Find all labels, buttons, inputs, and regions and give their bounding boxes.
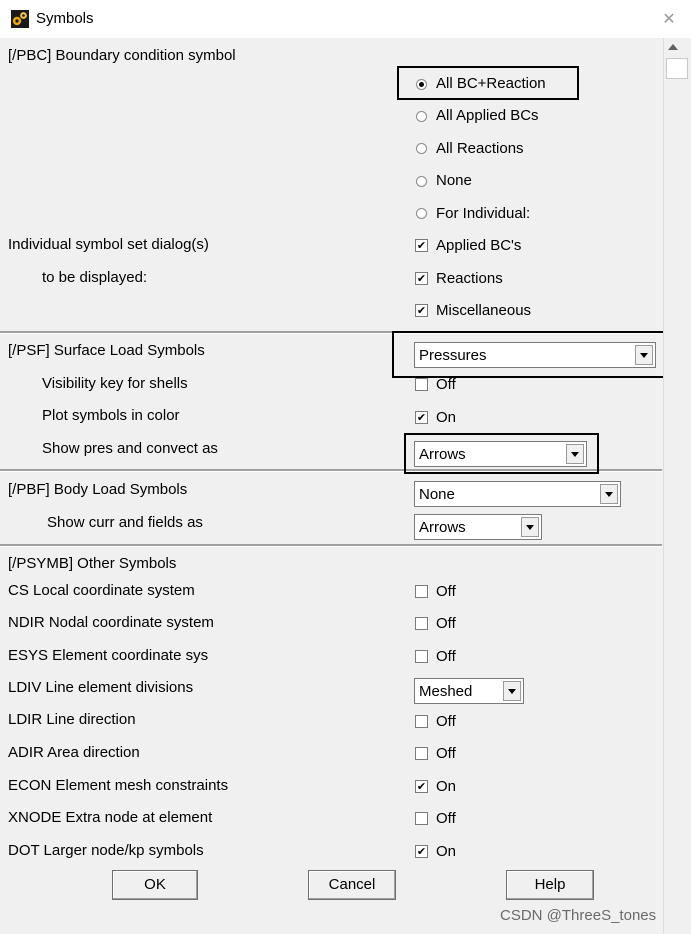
check-label-reactions: Reactions	[436, 270, 503, 287]
curr-label: Show curr and fields as	[47, 514, 203, 531]
close-icon: ✕	[662, 11, 676, 28]
psymb-state-cs: Off	[436, 583, 456, 600]
psymb-state-dot: On	[436, 843, 457, 860]
radio-label-all-bc-reaction: All BC+Reaction	[436, 75, 546, 92]
check-label-miscellaneous: Miscellaneous	[436, 302, 532, 319]
curr-fields-value: Arrows	[419, 519, 466, 536]
scroll-up-icon[interactable]	[668, 44, 678, 50]
highlight-box	[392, 331, 669, 378]
psymb-label-ldir: LDIR Line direction	[8, 711, 136, 728]
scroll-thumb[interactable]	[666, 58, 688, 79]
title-bar	[0, 0, 691, 38]
line-divisions-value: Meshed	[419, 683, 473, 700]
checkbox-applied-bcs[interactable]: ✔	[416, 239, 427, 252]
checkbox-visibility-key[interactable]	[415, 378, 428, 391]
help-button[interactable]: Help	[506, 870, 594, 900]
psymb-state-econ: On	[436, 778, 457, 795]
psymb-label-xnode: XNODE Extra node at element	[8, 809, 213, 826]
psymb-state-ndir: Off	[436, 615, 456, 632]
chevron-down-icon[interactable]	[600, 484, 618, 504]
show-pres-label: Show pres and convect as	[42, 440, 218, 457]
checkbox-xnode[interactable]	[415, 812, 428, 825]
radio-label-for-individual: For Individual:	[436, 205, 531, 222]
dialog-content	[0, 38, 662, 934]
divider	[0, 544, 662, 547]
radio-label-none: None	[436, 172, 472, 189]
highlight-box	[404, 433, 599, 474]
watermark: CSDN @ThreeS_tones	[500, 907, 657, 924]
psymb-state-xnode: Off	[436, 810, 456, 827]
line-divisions-select[interactable]	[414, 678, 524, 704]
vertical-scrollbar[interactable]	[663, 38, 691, 934]
checkbox-esys[interactable]	[415, 650, 428, 663]
psymb-label-ldiv: LDIV Line element divisions	[8, 679, 194, 696]
psymb-label-econ: ECON Element mesh constraints	[8, 777, 229, 794]
window-title: Symbols	[36, 10, 94, 27]
curr-fields-select[interactable]	[414, 514, 542, 540]
surface-load-value: Pressures	[419, 347, 487, 364]
check-label-applied-bcs: Applied BC's	[436, 237, 522, 254]
psymb-label-cs: CS Local coordinate system	[8, 582, 195, 599]
body-load-value: None	[419, 486, 455, 503]
checkbox-miscellaneous[interactable]: ✔	[416, 304, 427, 317]
show-pres-value: Arrows	[419, 446, 466, 463]
chevron-down-icon[interactable]	[503, 681, 521, 701]
body-load-select[interactable]	[414, 481, 621, 507]
psf-heading: [/PSF] Surface Load Symbols	[8, 342, 205, 359]
psymb-label-dot: DOT Larger node/kp symbols	[8, 842, 204, 859]
checkbox-ndir[interactable]	[415, 617, 428, 630]
checkbox-cs[interactable]	[415, 585, 428, 598]
radio-none[interactable]	[416, 176, 427, 187]
color-state: On	[436, 409, 457, 426]
psymb-state-ldir: Off	[436, 713, 456, 730]
radio-label-all-applied-bcs: All Applied BCs	[436, 107, 539, 124]
checkbox-reactions[interactable]: ✔	[416, 272, 427, 285]
gear-icon	[11, 10, 29, 28]
psymb-label-esys: ESYS Element coordinate sys	[8, 647, 209, 664]
checkbox-adir[interactable]	[415, 747, 428, 760]
pbf-heading: [/PBF] Body Load Symbols	[8, 481, 188, 498]
radio-for-individual[interactable]	[416, 208, 427, 219]
radio-all-applied-bcs[interactable]	[416, 111, 427, 122]
cancel-button[interactable]: Cancel	[308, 870, 396, 900]
checkbox-plot-color[interactable]: ✔	[416, 411, 427, 424]
radio-all-reactions[interactable]	[416, 143, 427, 154]
checkbox-ldir[interactable]	[415, 715, 428, 728]
radio-label-all-reactions: All Reactions	[436, 140, 524, 157]
checkbox-dot[interactable]: ✔	[416, 845, 427, 858]
visibility-label: Visibility key for shells	[42, 375, 188, 392]
chevron-down-icon[interactable]	[521, 517, 539, 537]
psymb-label-ndir: NDIR Nodal coordinate system	[8, 614, 214, 631]
visibility-state: Off	[436, 376, 456, 393]
checkbox-econ[interactable]: ✔	[416, 780, 427, 793]
psymb-label-adir: ADIR Area direction	[8, 744, 140, 761]
psymb-state-esys: Off	[436, 648, 456, 665]
close-button[interactable]	[658, 9, 680, 31]
psymb-heading: [/PSYMB] Other Symbols	[8, 555, 177, 572]
color-label: Plot symbols in color	[42, 407, 180, 424]
pbc-heading: [/PBC] Boundary condition symbol	[8, 47, 236, 64]
individual-label-2: to be displayed:	[42, 269, 148, 286]
ok-button[interactable]: OK	[112, 870, 198, 900]
individual-label-1: Individual symbol set dialog(s)	[8, 236, 209, 253]
highlight-box	[397, 66, 579, 100]
psymb-state-adir: Off	[436, 745, 456, 762]
